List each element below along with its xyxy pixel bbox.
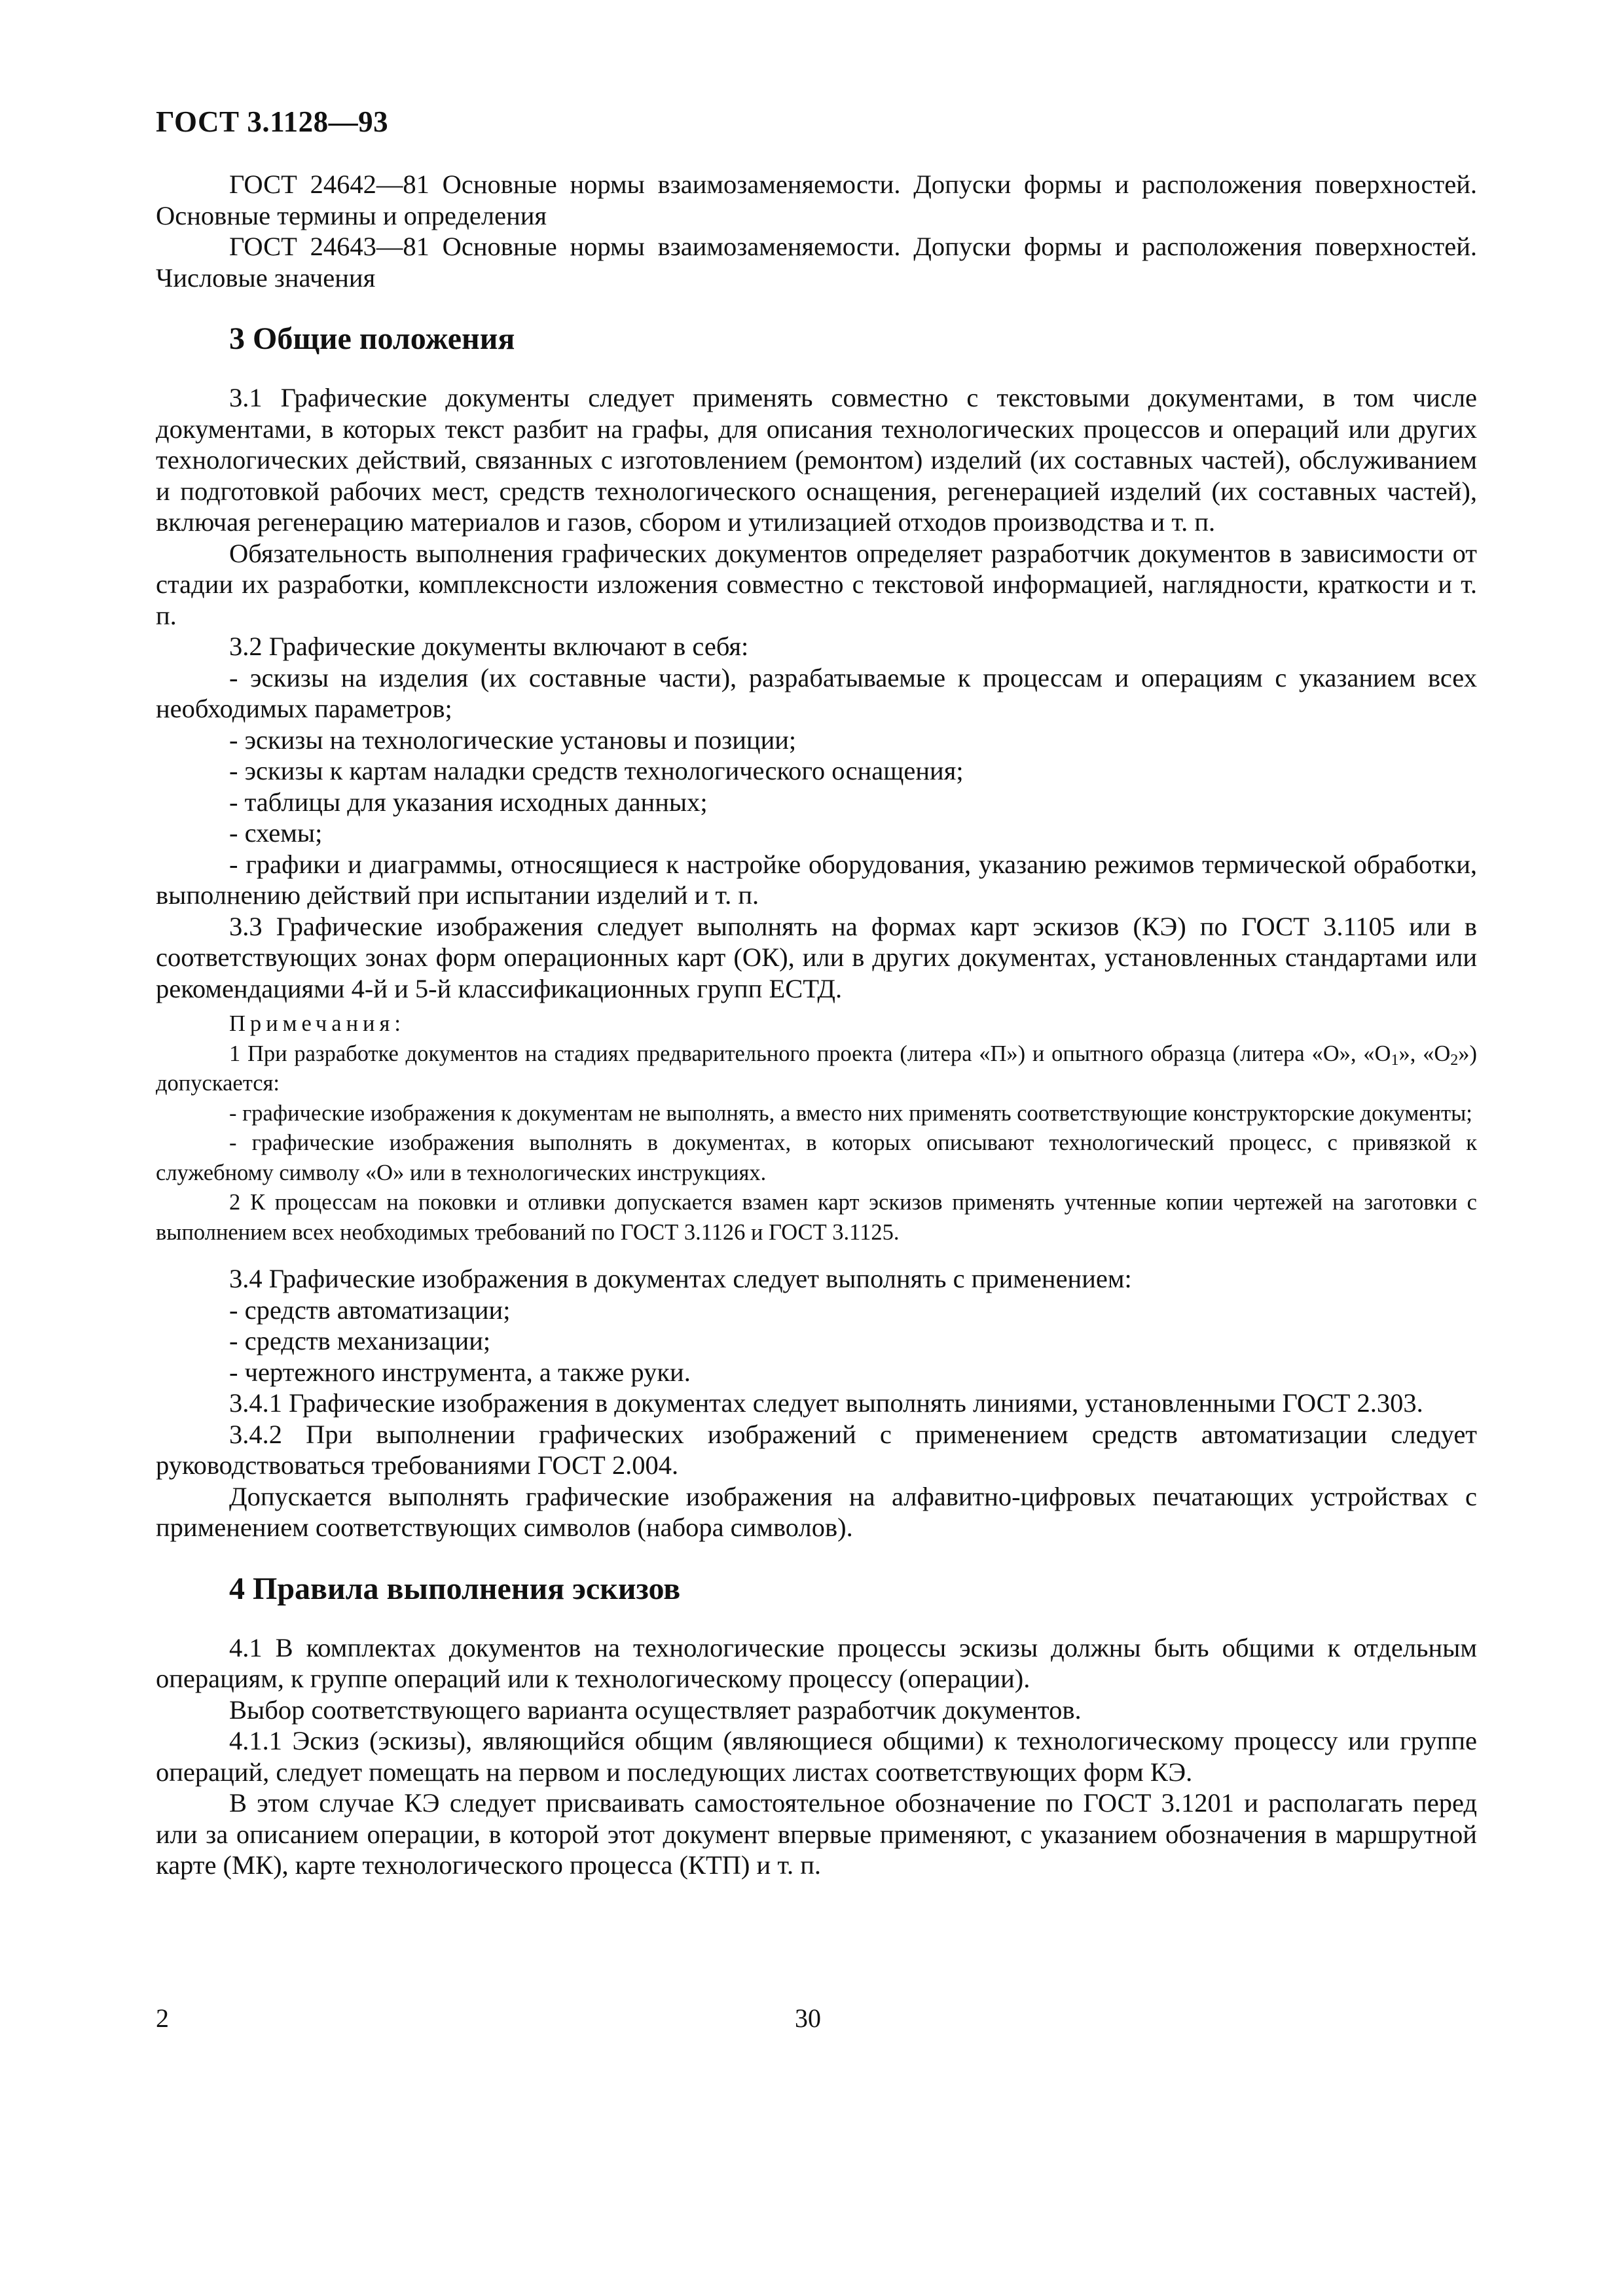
reference-gost-24642: ГОСТ 24642—81 Основные нормы взаимозаменяемости. Допуски формы и расположения поверхностей. Основные термины и определения: [156, 170, 1477, 230]
notes-heading: Примечания:: [229, 1011, 405, 1036]
page-number-center: 30: [795, 2003, 821, 2033]
note-1-text-c: ») допускается:: [156, 1041, 1477, 1096]
standard-code-header: ГОСТ 3.1128—93: [156, 105, 389, 138]
clause-4-1-1: 4.1.1 Эскиз (эскизы), являющийся общим (являющиеся общими) к технологическому процессу или группе операций, следует помещать на первом и последующих листах соответствующих форм КЭ.: [156, 1726, 1477, 1787]
note-1-item: - графические изображения к документам не выполнять, а вместо них применять соответствующие конструкторские документы;: [229, 1100, 1472, 1126]
clause-4-1-1-paragraph-2: В этом случае КЭ следует присваивать самостоятельное обозначение по ГОСТ 3.1201 и располагать перед или за описанием операции, в которой этот документ впервые применяют, с указанием обозначения в маршрутной карте (МК), карте технологического процесса (КТП) и т. п.: [156, 1788, 1477, 1880]
note-1: [156, 1039, 1477, 1099]
clause-3-1-paragraph-2: Обязательность выполнения графических документов определяет разработчик документов в зависимости от стадии их разработки, комплексности изложения совместно с текстовой информацией, наглядности, краткости и т. п.: [156, 538, 1477, 630]
list-item: - графики и диаграммы, относящиеся к настройке оборудования, указанию режимов термической обработки, выполнению действий при испытании изделий и т. п.: [156, 849, 1477, 910]
page-number-left: 2: [156, 2003, 169, 2033]
list-item: - схемы;: [229, 818, 323, 848]
list-item: - средств автоматизации;: [229, 1295, 511, 1325]
list-item: - эскизы на технологические установы и позиции;: [229, 725, 797, 755]
list-item: - таблицы для указания исходных данных;: [229, 787, 708, 817]
clause-3-4-1: 3.4.1 Графические изображения в документах следует выполнять линиями, установленными ГОСТ 2.303.: [229, 1388, 1423, 1418]
note-1-item: - графические изображения выполнять в документах, в которых описывают технологический процесс, с привязкой к служебному символу «О» или в технологических инструкциях.: [156, 1130, 1477, 1185]
list-item: - эскизы к картам наладки средств технологического оснащения;: [229, 756, 964, 785]
clause-4-1: 4.1 В комплектах документов на технологические процессы эскизы должны быть общими к отдельным операциям, к группе операций или к технологическому процессу (операции).: [156, 1632, 1477, 1693]
list-item: - средств механизации;: [229, 1326, 491, 1355]
clause-3-4: 3.4 Графические изображения в документах следует выполнять с применением:: [229, 1264, 1132, 1293]
note-1-text-b: », «О: [1398, 1041, 1451, 1066]
note-1-text-a: 1 При разработке документов на стадиях предварительного проекта (литера «П») и опытного образца (литера «О», «О: [229, 1041, 1391, 1066]
section-4-heading: 4 Правила выполнения эскизов: [229, 1571, 681, 1606]
note-2: 2 К процессам на поковки и отливки допускается взамен карт эскизов применять учтенные копии чертежей на заготовки с выполнением всех необходимых требований по ГОСТ 3.1126 и ГОСТ 3.1125.: [156, 1190, 1477, 1245]
note-1-subscript-2: 2: [1450, 1051, 1459, 1069]
clause-3-4-2-paragraph-2: Допускается выполнять графические изображения на алфавитно-цифровых печатающих устройствах с применением соответствующих символов (набора символов).: [156, 1481, 1477, 1542]
clause-4-1-paragraph-2: Выбор соответствующего варианта осуществляет разработчик документов.: [229, 1695, 1082, 1725]
note-1-subscript-1: 1: [1391, 1051, 1399, 1069]
list-item: - чертежного инструмента, а также руки.: [229, 1357, 691, 1387]
list-item: - эскизы на изделия (их составные части), разрабатываемые к процессам и операциям с указанием всех необходимых параметров;: [156, 662, 1477, 723]
clause-3-3: 3.3 Графические изображения следует выполнять на формах карт эскизов (КЭ) по ГОСТ 3.1105 или в соответствующих зонах форм операционных карт (ОК), или в других документах, установленных стандартами или рекомендациями 4-й и 5-й классификационных групп ЕСТД.: [156, 911, 1477, 1003]
section-3-heading: 3 Общие положения: [229, 321, 515, 356]
clause-3-4-2: 3.4.2 При выполнении графических изображений с применением средств автоматизации следует руководствоваться требованиями ГОСТ 2.004.: [156, 1419, 1477, 1480]
page-body: [156, 169, 1477, 1881]
reference-gost-24643: ГОСТ 24643—81 Основные нормы взаимозаменяемости. Допуски формы и расположения поверхностей. Числовые значения: [156, 232, 1477, 293]
clause-3-2: 3.2 Графические документы включают в себя:: [229, 632, 749, 661]
clause-3-1: 3.1 Графические документы следует применять совместно с текстовыми документами, в том числе документами, в которых текст разбит на графы, для описания технологических процессов и операций или других технологических действий, связанных с изготовлением (ремонтом) изделий (их составных частей), обслуживанием и подготовкой рабочих мест, средств технологического оснащения, регенерацией изделий (их составных частей), включая регенерацию материалов и газов, сбором и утилизацией отходов производства и т. п.: [156, 383, 1477, 537]
